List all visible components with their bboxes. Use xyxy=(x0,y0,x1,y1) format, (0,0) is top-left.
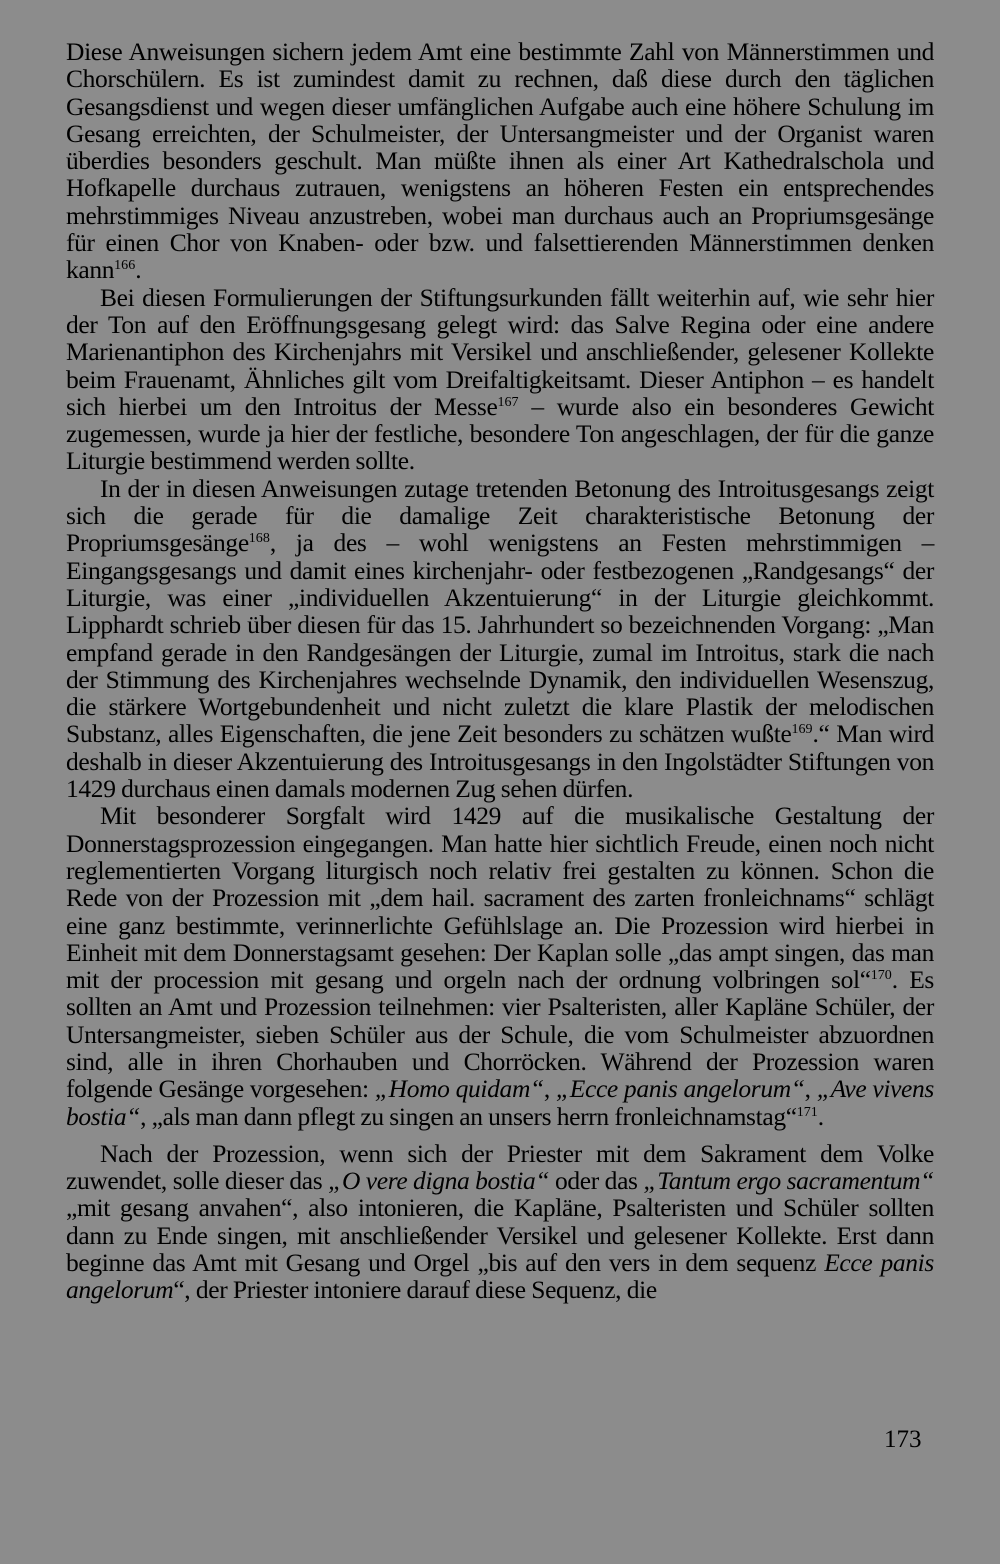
text-run: , xyxy=(804,1074,817,1104)
footnote-marker: 166 xyxy=(114,258,136,274)
italic-title: „Tantum ergo sacramentum“ xyxy=(643,1166,934,1196)
text-run: . xyxy=(135,255,142,285)
text-run: Bei diesen Formulierungen der Stiftungsurkunden fällt weiterhin auf, wie sehr hier der Ton auf den Eröffnungsgesang gelegt wird: das Salve Regina oder eine andere Marienantiphon des Kirchenjahrs mit Versikel und anschließender, gelesener Kollekte beim Frauenamt, Ähnliches gilt vom Dreifaltigkeitsamt. Dieser Antiphon – es handelt sich hierbei um den Introitus der Messe xyxy=(66,282,934,421)
text-run: Diese Anweisungen sichern jedem Amt eine bestimmte Zahl von Männerstimmen und Chorschülern. Es ist zumindest damit zu rechnen, daß diese durch den täglichen Gesangsdienst und wegen dieser umfänglichen Aufgabe auch eine höhere Schulung im Gesang erreichten, der Schulmeister, der Untersangmeister und der Organist waren überdies besonders geschult. Man müßte ihnen als einer Art Kathedralschola und Hofkapelle durchaus zutrauen, wenigstens an höheren Festen ein entsprechendes mehrstimmiges Niveau anzustreben, wobei man durchaus auch an Propriumsgesänge für einen Chor von Knaben- oder bzw. und falsettierenden Männerstimmen denken kann xyxy=(66,37,934,285)
footnote-marker: 167 xyxy=(497,394,519,410)
text-run: Nach der Prozession, wenn sich der Priester mit dem Sakrament dem Volke zuwendet, solle dieser das xyxy=(66,1138,934,1196)
footnote-marker: 168 xyxy=(248,531,270,547)
paragraph xyxy=(66,1140,934,1304)
paragraph xyxy=(66,475,934,803)
paragraph xyxy=(66,38,934,284)
text-run: Mit besonderer Sorgfalt wird 1429 auf die musikalische Gestaltung der Donnerstagsprozession eingegangen. Man hatte hier sichtlich Freude, einen noch nicht reglementierten Vorgang liturgisch noch relativ frei gestalten zu können. Schon die Rede von der Prozession mit „dem hail. sacrament des zarten fronleichnams“ schlägt eine ganz bestimmte, verinnerlichte Gefühlslage an. Die Prozession wird hierbei in Einheit mit dem Donnerstagsamt gesehen: Der Kaplan solle „das ampt singen, das man mit der procession mit gesang und orgeln nach der ordnung volbringen sol“ xyxy=(66,801,934,995)
text-run: .“ Man wird deshalb in dieser Akzentuierung des Introitusgesangs in den Ingolstädter Stiftungen von 1429 durchaus einen damals modernen Zug sehen dürfen. xyxy=(66,719,934,804)
page-text xyxy=(66,38,934,1304)
italic-title: „Ecce panis angelorum“ xyxy=(555,1074,805,1104)
text-run: , xyxy=(543,1074,556,1104)
paragraph xyxy=(66,802,934,1130)
italic-title: „Ave vivens bostia“ xyxy=(66,1074,934,1131)
text-run: “, der Priester intoniere darauf diese Sequenz, die xyxy=(173,1275,657,1305)
footnote-marker: 170 xyxy=(870,967,892,983)
text-run: . xyxy=(817,1101,824,1131)
text-run: oder das xyxy=(549,1166,644,1196)
text-run: . Es sollten an Amt und Prozession teilnehmen: vier Psalteristen, aller Kapläne Schüler, der Untersangmeister, sieben Schüler aus der Schule, die vom Schulmeister abzuordnen sind, alle in ihren Chorhauben und Chorröcken. Während der Prozession waren folgende Gesänge vorgesehen: xyxy=(66,965,934,1104)
footnote-marker: 169 xyxy=(791,722,813,738)
text-run: „mit gesang anvahen“, also intonieren, die Kapläne, Psalteristen und Schüler sollten dann zu Ende singen, mit anschließender Versikel und gelesener Kollekte. Erst dann beginne das Amt mit Gesang und Orgel „bis auf den vers in dem sequenz xyxy=(66,1193,934,1278)
text-run: – wurde also ein besonderes Gewicht zugemessen, wurde ja hier der festliche, besondere Ton angeschlagen, der für die ganze Liturgie bestimmend werden sollte. xyxy=(66,391,934,476)
italic-title: „O vere digna bostia“ xyxy=(328,1166,550,1196)
italic-title: Ecce panis angelorum xyxy=(66,1248,934,1305)
text-run: In der in diesen Anweisungen zutage tretenden Betonung des Introitusgesangs zeigt sich die gerade für die damalige Zeit charakteristische Betonung der Propriumsgesänge xyxy=(66,473,934,558)
footnote-marker: 171 xyxy=(796,1104,818,1120)
text-run: , „als man dann pflegt zu singen an unsers herrn fronleichnamstag“ xyxy=(140,1101,797,1131)
page-number: 173 xyxy=(884,1426,922,1453)
italic-title: „Homo quidam“ xyxy=(374,1074,544,1104)
paragraph xyxy=(66,284,934,475)
text-run: , ja des – wohl wenigstens an Festen mehrstimmigen – Eingangsgesangs und damit eines kirchenjahr- oder festbezogenen „Randgesangs“ der Liturgie, was einer „individuellen Akzentuierung“ in der Liturgie gleichkommt. Lipphardt schrieb über diesen für das 15. Jahrhundert so bezeichnenden Vorgang: „Man empfand gerade in den Randgesängen der Liturgie, zumal im Introitus, stark die nach der Stimmung des Kirchenjahres wechselnde Dynamik, den individuellen Wesenszug, die stärkere Wortgebundenheit und nicht zuletzt die klare Plastik der melodischen Substanz, alles Eigenschaften, die jene Zeit besonders zu schätzen wußte xyxy=(66,528,934,749)
